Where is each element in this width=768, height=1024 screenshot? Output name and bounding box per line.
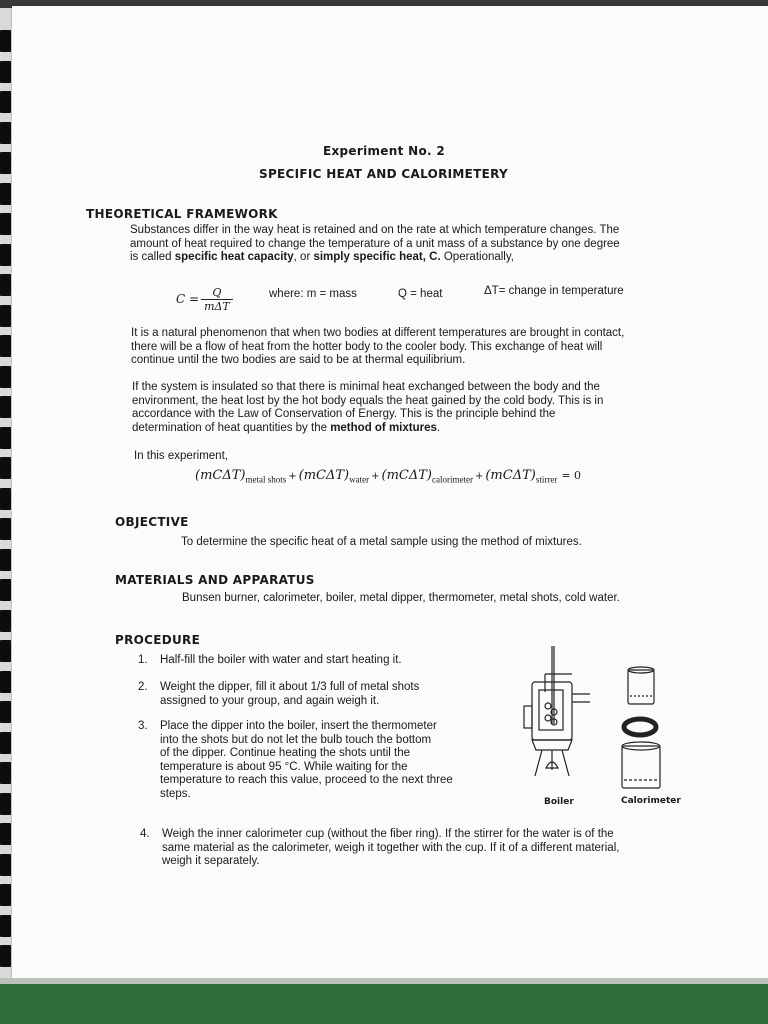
binding-hole [0,366,11,388]
paragraph-in-this-experiment: In this experiment, [134,450,228,462]
binding-hole [0,91,11,113]
step-text: into the shots but do not let the bulb touch the bottom [160,733,432,746]
binding-hole [0,213,11,235]
binding-hole [0,274,11,296]
step-number: 3. [138,720,148,732]
formula-delta-t: ΔT= change in temperature [484,285,624,297]
text: , or [293,251,314,263]
experiment-number: Experiment No. 2 [323,144,445,158]
binding-hole [0,701,11,723]
step-text: Weigh the inner calorimeter cup (without the fiber ring). If the stirrer for the water is of the [162,828,614,840]
step-number: 2. [138,681,148,693]
binding-hole [0,61,11,83]
equation-term: (mCΔT) [298,468,350,483]
step-text: steps. [160,787,191,800]
heading-objective: OBJECTIVE [115,515,189,529]
binding-hole [0,518,11,540]
binding-hole [0,793,11,815]
step-text: of the dipper. Continue heating the shots until the [160,747,410,759]
binding-hole [0,488,11,510]
equation-rhs: = 0 [561,469,582,482]
procedure-step-2 [138,681,419,708]
binding-hole [0,762,11,784]
binding-hole [0,396,11,418]
formula-heat: Q = heat [398,288,443,300]
step-text: same material as the calorimeter, weigh it together with the cup. If it of a different material, [162,841,620,854]
formula-lhs: C = [176,292,200,306]
step-text: temperature is about 95 °C. While waiting for the [160,760,408,773]
binding-hole [0,152,11,174]
plus-sign: + [371,471,380,482]
subscript-stirrer: stirrer [535,474,558,485]
calorimeter-caption: Calorimeter [621,796,681,806]
step-text: Place the dipper into the boiler, insert the thermometer [160,720,437,732]
formula-fraction [201,286,233,313]
text: . [436,421,441,434]
binding-hole [0,671,11,693]
step-number: 1. [138,654,148,666]
step-text: Weight the dipper, fill it about 1/3 full of metal shots [160,681,420,693]
line: It is a natural phenomenon that when two bodies at different temperatures are brought in contact, [131,327,625,339]
step-text: temperature to reach this value, proceed to the next three [160,774,453,786]
subscript-calorimeter: calorimeter [431,474,473,485]
heading-theoretical-framework: THEORETICAL FRAMEWORK [86,207,278,221]
formula-numerator: Q [201,286,233,300]
binding-hole [0,610,11,632]
procedure-step-3 [138,720,453,801]
binding-hole [0,884,11,906]
binding-hole [0,945,11,967]
subscript-metal-shots: metal shots [245,474,287,485]
spiral-binding [0,30,12,970]
apparatus-figure [510,644,680,794]
subscript-water: water [349,474,370,485]
text: determination of heat quantities by the [132,421,331,434]
binding-hole [0,457,11,479]
equation-term: (mCΔT) [381,468,432,483]
step-number: 4. [140,828,150,840]
binding-hole [0,732,11,754]
formula-where-mass: where: m = mass [269,288,357,300]
text: is called [130,251,175,263]
binding-hole [0,183,11,205]
procedure-step-1 [138,654,402,668]
binding-hole [0,335,11,357]
line: amount of heat required to change the temperature of a unit mass of a substance by one degree [130,237,620,250]
text: Operationally, [440,251,514,263]
step-text: Half-fill the boiler with water and start heating it. [160,654,402,666]
calorimeter-illustration [622,667,660,788]
binding-hole [0,915,11,937]
binding-hole [0,30,11,52]
equation-term: (mCΔT) [195,468,246,483]
term-method-of-mixtures: method of mixtures [330,421,437,434]
scan-bottom-edge [0,978,768,1024]
term-specific-heat-capacity: specific heat capacity [174,251,294,263]
heat-balance-equation [195,468,583,485]
line: continue until the two bodies are said to be at thermal equilibrium. [131,354,466,366]
objective-text: To determine the specific heat of a metal sample using the method of mixtures. [181,536,582,548]
experiment-title: SPECIFIC HEAT AND CALORIMETERY [259,167,508,181]
boiler-caption: Boiler [544,797,574,807]
paragraph-conservation [132,381,692,435]
step-text: weigh it separately. [162,855,260,867]
binding-hole [0,549,11,571]
formula-denominator: mΔT [204,299,230,313]
line [132,422,692,436]
term-specific-heat: simply specific heat, C. [313,251,441,263]
procedure-step-4 [140,828,619,869]
line: environment, the heat lost by the hot body equals the heat gained by the cold body. This is in [132,394,604,407]
binding-hole [0,305,11,327]
binding-hole [0,122,11,144]
line: accordance with the Law of Conservation of Energy. This is the principle behind the [132,408,556,420]
heading-procedure: PROCEDURE [115,633,201,647]
paragraph-thermal-equilibrium [131,327,691,368]
boiler-illustration [524,646,590,776]
paragraph-definition [130,224,690,265]
plus-sign: + [474,471,484,482]
heading-materials: MATERIALS AND APPARATUS [115,573,315,587]
binding-hole [0,244,11,266]
binding-hole [0,579,11,601]
binding-hole [0,823,11,845]
line: If the system is insulated so that there is minimal heat exchanged between the body and the [132,381,600,393]
line: there will be a flow of heat from the hotter body to the cooler body. This exchange of heat will [131,340,603,353]
binding-hole [0,427,11,449]
materials-text: Bunsen burner, calorimeter, boiler, metal dipper, thermometer, metal shots, cold water. [182,592,620,604]
specific-heat-formula [176,283,233,315]
plus-sign: + [288,471,297,482]
document-page [12,6,768,978]
binding-hole [0,854,11,876]
binding-hole [0,640,11,662]
line: Substances differ in the way heat is retained and on the rate at which temperature changes. The [130,224,620,236]
equation-term: (mCΔT) [485,468,536,483]
line [130,251,690,265]
step-text: assigned to your group, and again weigh it. [160,694,380,707]
